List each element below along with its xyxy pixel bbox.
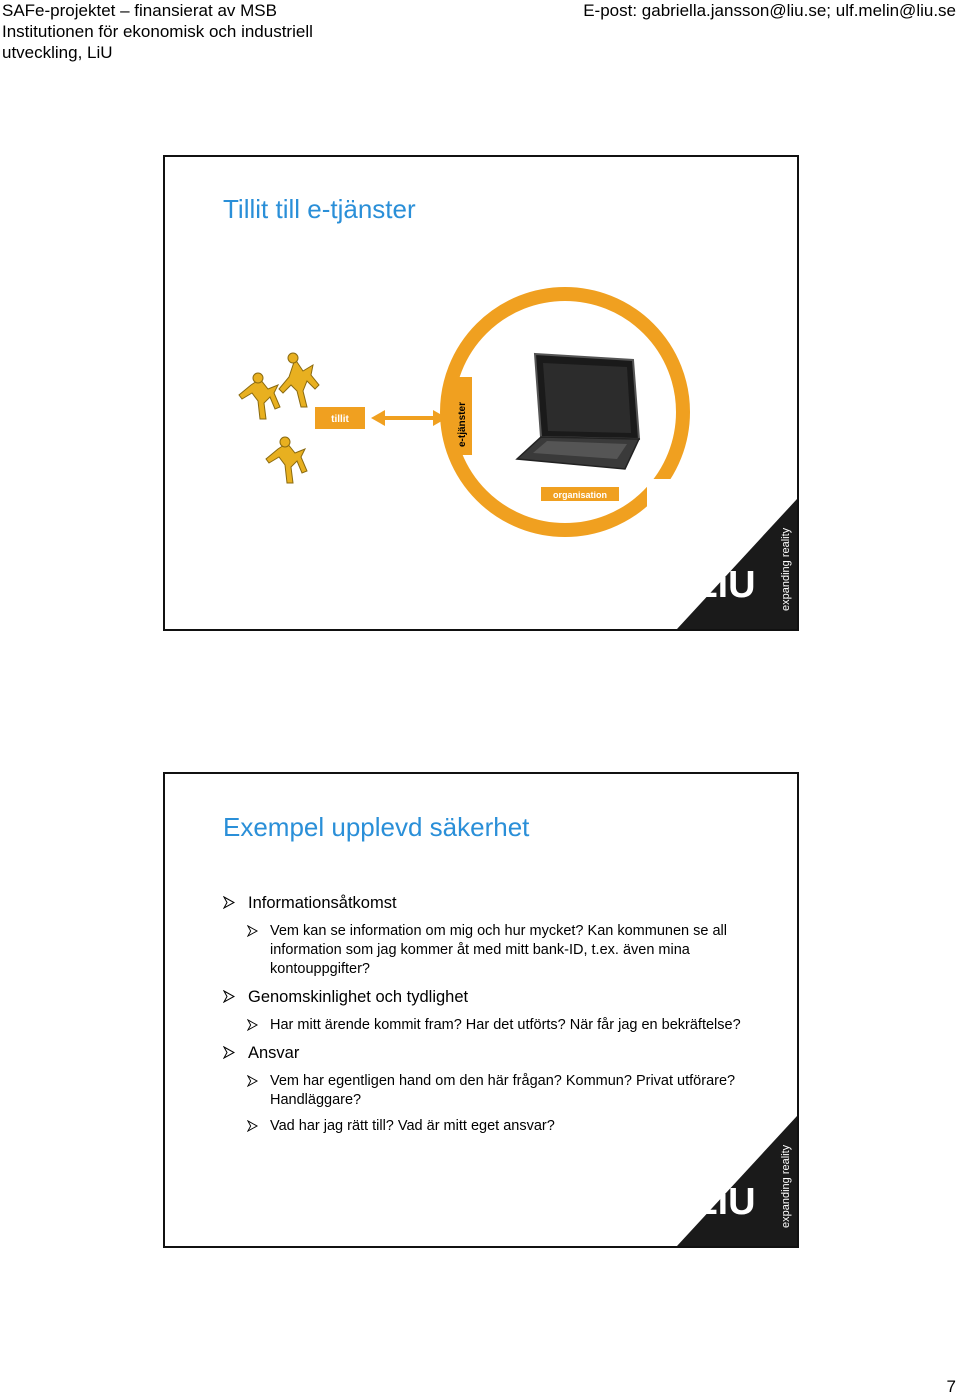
slide-title: Tillit till e-tjänster	[223, 194, 416, 224]
arrowhead-bullet-icon	[223, 896, 235, 909]
arrowhead-bullet-icon	[247, 1019, 258, 1031]
page-header	[0, 0, 960, 70]
arrowhead-bullet-icon	[223, 990, 235, 1003]
laptop-icon	[517, 354, 639, 469]
bullet-item	[223, 1042, 743, 1064]
double-arrow-icon	[371, 410, 447, 426]
header-institution-line-2: utveckling, LiU	[2, 43, 113, 62]
slide-title: Exempel upplevd säkerhet	[223, 812, 530, 842]
liu-logo: LiU	[694, 1181, 756, 1223]
sub-bullet-text: Vem kan se information om mig och hur mycket? Kan kommunen se all information som jag kommer åt med mitt bank-ID, t.ex. även mina kontouppgifter?	[270, 923, 727, 977]
sub-bullet-item	[247, 1016, 743, 1035]
page-number: 7	[946, 1377, 956, 1396]
brand-tagline: expanding reality	[780, 527, 792, 611]
bullet-item	[223, 892, 743, 914]
bullet-text: Informationsåtkomst	[248, 894, 397, 912]
sub-bullet-text: Har mitt ärende kommit fram? Har det utförts? När får jag en bekräftelse?	[270, 1017, 741, 1033]
arrowhead-bullet-icon	[223, 1046, 235, 1059]
etjanster-label: e-tjänster	[457, 401, 468, 447]
bullet-item	[223, 986, 743, 1008]
slide-2	[163, 772, 799, 1248]
brand-tagline: expanding reality	[780, 1144, 792, 1228]
liu-logo: LiU	[694, 564, 756, 606]
bullet-text: Ansvar	[248, 1044, 300, 1062]
sub-bullet-text: Vem har egentligen hand om den här frågan? Kommun? Privat utförare? Handläggare?	[270, 1073, 736, 1108]
header-email-line[interactable]: E-post: gabriella.jansson@liu.se; ulf.melin@liu.se	[583, 1, 956, 20]
sub-bullet-text: Vad har jag rätt till? Vad är mitt eget ansvar?	[270, 1118, 555, 1134]
tillit-label: tillit	[331, 414, 349, 425]
arrowhead-bullet-icon	[247, 1120, 258, 1132]
header-project-line: SAFe-projektet – finansierat av MSB	[2, 1, 277, 20]
organisation-label: organisation	[552, 490, 608, 500]
slide-1	[163, 155, 799, 631]
arrowhead-bullet-icon	[247, 925, 258, 937]
bullet-text: Genomskinlighet och tydlighet	[248, 988, 469, 1006]
header-institution-line: Institutionen för ekonomisk och industriell	[2, 22, 313, 41]
header-right	[583, 0, 956, 21]
liu-brand-corner	[647, 479, 797, 629]
arrowhead-bullet-icon	[247, 1075, 258, 1087]
header-left	[2, 0, 313, 63]
liu-brand-corner	[647, 1096, 797, 1246]
sub-bullet-item	[247, 922, 743, 979]
climbing-figures-icon	[239, 353, 319, 483]
